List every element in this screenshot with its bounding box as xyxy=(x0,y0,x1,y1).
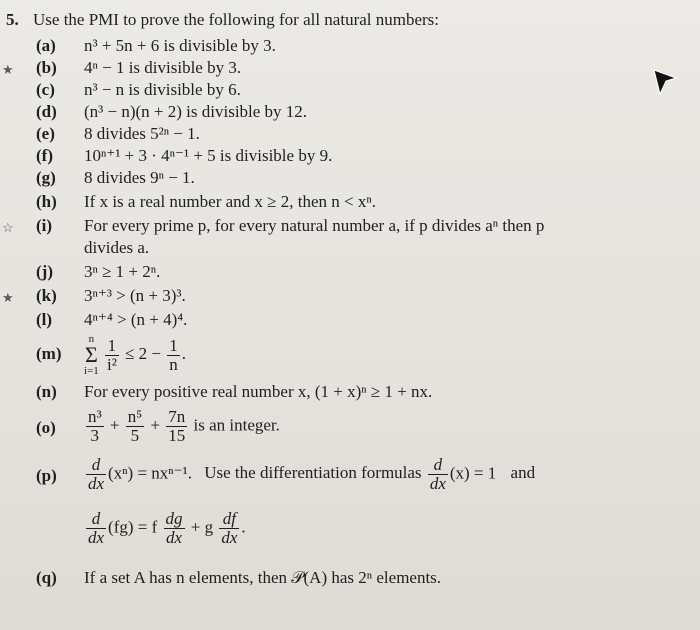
item-text-line2: divides a. xyxy=(84,238,150,257)
fraction: $\frac{df}{dx}$ xyxy=(221,509,238,547)
item-label: (n) xyxy=(36,382,57,401)
item-label: (g) xyxy=(36,168,56,187)
item-text: 3ⁿ⁺³ > (n + 3)³. xyxy=(84,286,186,305)
item-label: (f) xyxy=(36,146,53,165)
item-text: 3ⁿ ≥ 1 + 2ⁿ. xyxy=(84,262,161,281)
product-rule: $\frac{d}{dx}$ (fg) = f $\frac{dg}{dx}$ + g $\frac{df}{dx}$ . xyxy=(88,509,246,547)
item-label: (i) xyxy=(36,216,53,235)
item-text: n³ + 5n + 6 is divisible by 3. xyxy=(84,36,276,55)
item-text: 8 divides 9ⁿ − 1. xyxy=(84,168,195,187)
item-label: (b) xyxy=(36,58,57,77)
fraction: $\frac{1}{\text{i²}}$ xyxy=(107,335,117,374)
item-label: (a) xyxy=(36,36,56,55)
star-mark-icon: ★ xyxy=(2,290,14,305)
item-label: (h) xyxy=(36,192,57,211)
item-label: (l) xyxy=(36,310,53,329)
sigma-symbol: n Σ i=1 xyxy=(84,333,99,377)
item-text: is an integer. xyxy=(193,415,280,435)
item-text: 10ⁿ⁺¹ + 3 · 4ⁿ⁻¹ + 5 is divisible by 9. xyxy=(84,146,333,165)
item-p-line1 xyxy=(0,456,700,496)
fraction: $\frac{\text{n⁵}}{5}$ xyxy=(127,407,143,445)
item-label: (q) xyxy=(36,568,57,587)
item-p-line2 xyxy=(0,510,700,550)
fraction: $\frac{d}{dx}$ xyxy=(88,509,105,547)
derivative-expression: $\frac{d}{dx}$ (xⁿ) = nxⁿ⁻¹. Use the differentiation formulas $\frac{d}{dx}$ (x) = 1 and xyxy=(88,455,536,493)
item-text: 4ⁿ − 1 is divisible by 3. xyxy=(84,58,242,77)
item-text: (n³ − n)(n + 2) is divisible by 12. xyxy=(84,102,308,121)
item-label: (c) xyxy=(36,80,55,99)
fraction: $\frac{7n}{15}$ xyxy=(168,407,186,445)
problem-number: 5. xyxy=(6,10,19,29)
item-text: If a set A has n elements, then 𝒫(A) has 2ⁿ elements. xyxy=(84,568,442,587)
fraction: $\frac{d}{dx}$ xyxy=(429,455,446,493)
item-text-line1: For every prime p, for every natural number a, if p divides aⁿ then p xyxy=(84,216,545,235)
fraction: $\frac{\text{n³}}{3}$ xyxy=(88,407,102,445)
sum-upper: n xyxy=(88,333,95,345)
fraction-sum: $\frac{\text{n³}}{3}$ + $\frac{\text{n⁵}}{5}$ + $\frac{7n}{15}$ is an integer. xyxy=(88,407,280,445)
problem-intro: Use the PMI to prove the following for all natural numbers: xyxy=(33,10,440,29)
item-text: n³ − n is divisible by 6. xyxy=(84,80,241,99)
sum-lower: i=1 xyxy=(84,365,99,377)
item-m xyxy=(0,333,700,377)
inequality: ≤ 2 − xyxy=(125,343,162,363)
item-text: 4ⁿ⁺⁴ > (n + 4)⁴. xyxy=(84,310,188,329)
summation-expression: n Σ i=1 $\frac{1}{\text{i²}}$ ≤ 2 − $\frac{1}{n}$ . xyxy=(84,333,187,377)
item-text: If x is a real number and x ≥ 2, then n < xⁿ. xyxy=(84,192,376,211)
fraction: $\frac{dg}{dx}$ xyxy=(165,509,183,547)
item-label: (m) xyxy=(36,344,62,363)
star-mark-icon: ★ xyxy=(2,62,14,77)
item-text: For every positive real number x, (1 + x)ⁿ ≥ 1 + nx. xyxy=(84,382,433,401)
item-label: (k) xyxy=(36,286,57,305)
item-label: (d) xyxy=(36,102,57,121)
item-o xyxy=(0,408,700,448)
item-label: (j) xyxy=(36,262,53,281)
item-label: (p) xyxy=(36,466,57,485)
fraction: $\frac{d}{dx}$ xyxy=(88,455,105,493)
problem-header xyxy=(6,10,439,30)
mouse-pointer-icon xyxy=(652,68,678,98)
item-text: 8 divides 5²ⁿ − 1. xyxy=(84,124,200,143)
item-label: (e) xyxy=(36,124,55,143)
fraction: $\frac{1}{n}$ xyxy=(169,335,178,374)
item-label: (o) xyxy=(36,418,56,437)
star-outline-icon: ☆ xyxy=(2,220,14,235)
